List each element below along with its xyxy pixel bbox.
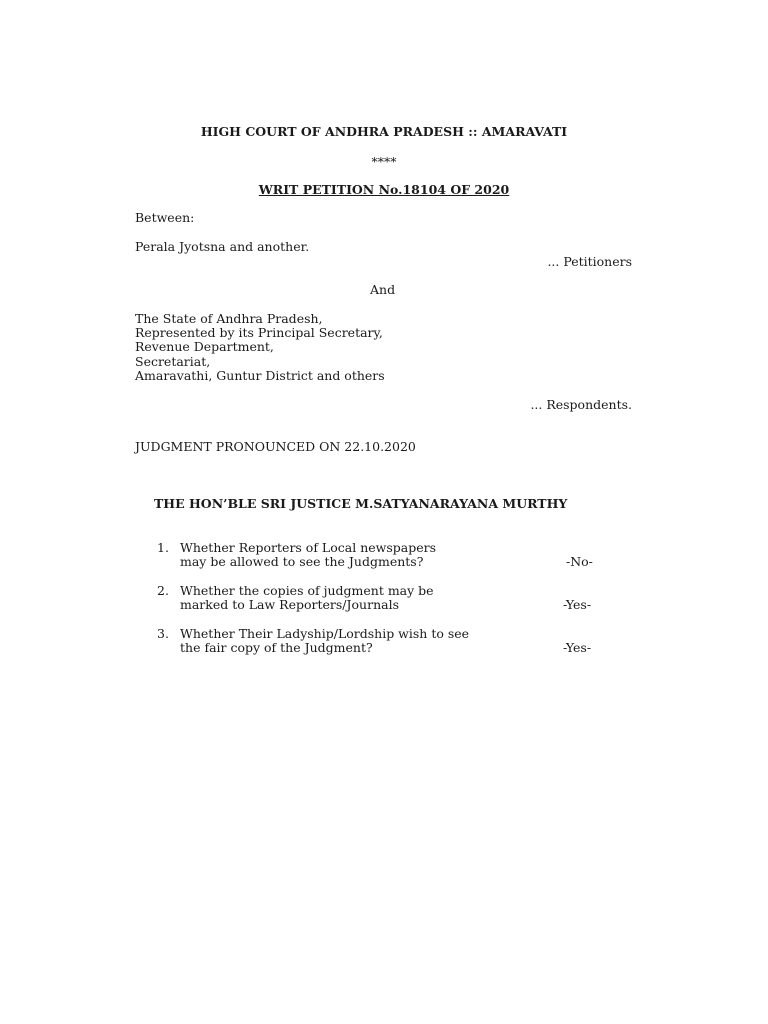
question-text: Whether Their Ladyship/Lordship wish to see [180,626,470,641]
judge-name: THE HON’BLE SRI JUSTICE M.SATYANARAYANA MURTHY [154,496,568,511]
case-title: WRIT PETITION No.18104 OF 2020 [258,182,510,197]
respondent-role: ... Respondents. [530,397,632,412]
question-text: Whether the copies of judgment may be [180,583,434,598]
respondent-line: Amaravathi, Guntur District and others [135,368,385,383]
petitioner-name: Perala Jyotsna and another. [135,239,310,254]
respondent-line: Represented by its Principal Secretary, [135,325,383,340]
judgment-pronounced: JUDGMENT PRONOUNCED ON 22.10.2020 [135,439,416,454]
question-text: the fair copy of the Judgment? [180,640,373,655]
respondent-line: The State of Andhra Pradesh, [135,311,323,326]
separator-stars: **** [371,154,397,169]
respondent-line: Revenue Department, [135,339,274,354]
question-number: 2. [157,583,169,598]
petitioner-role: ... Petitioners [547,254,632,269]
and-label: And [370,282,396,297]
question-answer: -No- [566,554,593,569]
respondent-line: Secretariat, [135,354,211,369]
court-heading: HIGH COURT OF ANDHRA PRADESH :: AMARAVATI [200,124,568,139]
between-label: Between: [135,210,195,225]
question-answer: -Yes- [563,597,592,612]
question-text: may be allowed to see the Judgments? [180,554,424,569]
question-number: 3. [157,626,169,641]
question-text: Whether Reporters of Local newspapers [180,540,436,555]
question-answer: -Yes- [563,640,592,655]
question-text: marked to Law Reporters/Journals [180,597,399,612]
question-number: 1. [157,540,169,555]
